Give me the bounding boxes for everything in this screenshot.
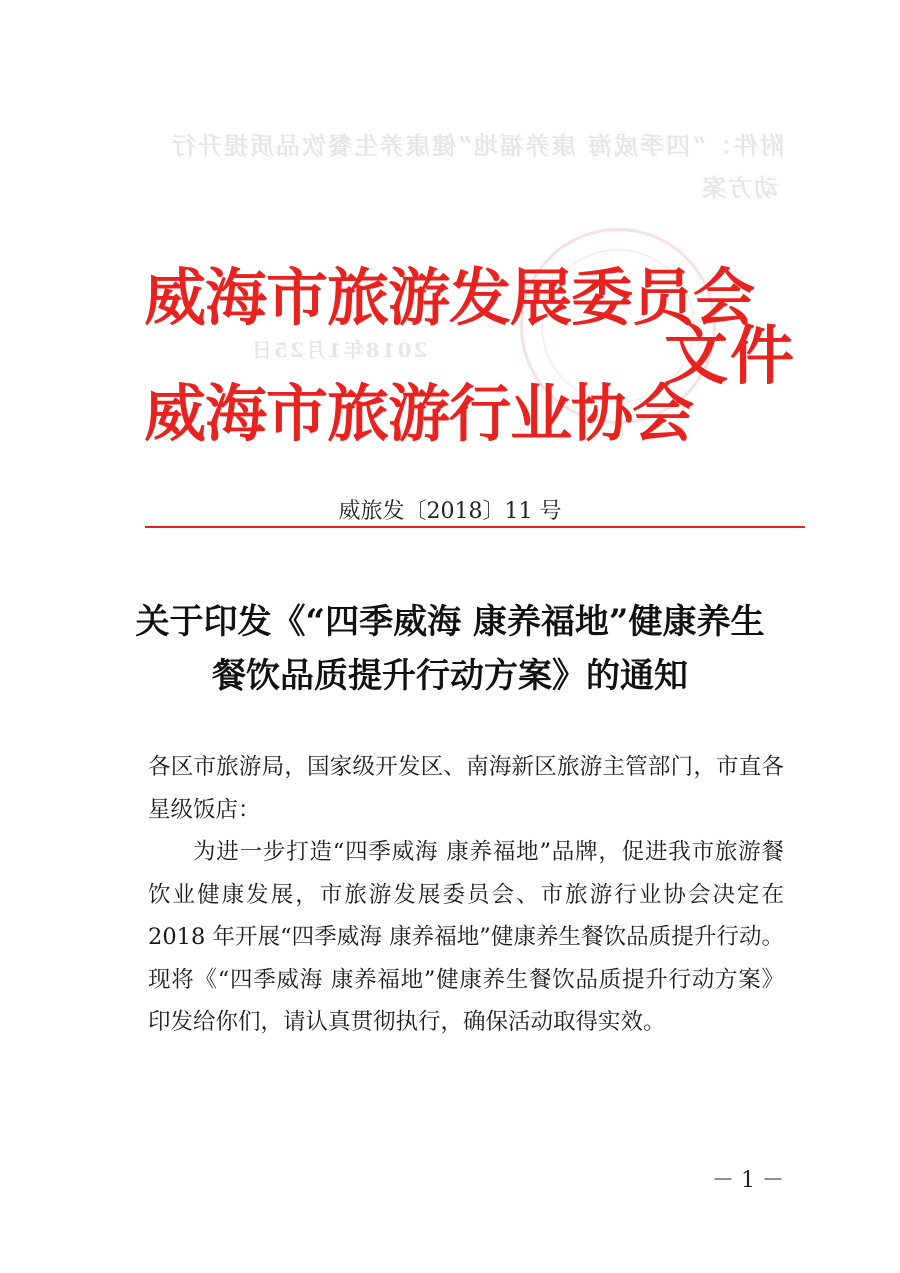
- issuing-org-line-1: 威海市旅游发展委员会: [144, 261, 755, 334]
- document-title-line-1: 关于印发《“四季威海 康养福地”健康养生: [135, 602, 765, 642]
- document-number: 威旅发〔2018〕11 号: [338, 499, 562, 524]
- bleed-through-text: 2018年1月25日: [250, 338, 428, 362]
- body-paragraph: 为进一步打造“四季威海 康养福地”品牌，促进我市旅游餐饮业健康发展，市旅游发展委员会、市旅游行业协会决定在 2018 年开展“四季威海 康养福地”健康养生餐饮品质提升行动。现将《“四季威海 康养福地”健康养生餐饮品质提升行动方案》印发给你们，请认真贯彻执行，确保活动取得实效。: [148, 839, 784, 1035]
- bleed-through-text: 附件：“四季威海 康养福地”健康养生餐饮品质提升行: [170, 131, 784, 160]
- addressee-paragraph: 各区市旅游局，国家级开发区、南海新区旅游主管部门，市直各星级饭店：: [148, 754, 784, 823]
- red-divider-line: [145, 526, 805, 528]
- issuing-org-line-2: 威海市旅游行业协会: [144, 377, 694, 450]
- bleed-through-text: 动方案: [700, 173, 778, 202]
- document-type-label: 文件: [664, 320, 796, 394]
- page-number: － 1 －: [712, 1168, 784, 1193]
- document-title-line-2: 餐饮品质提升行动方案》的通知: [212, 656, 688, 696]
